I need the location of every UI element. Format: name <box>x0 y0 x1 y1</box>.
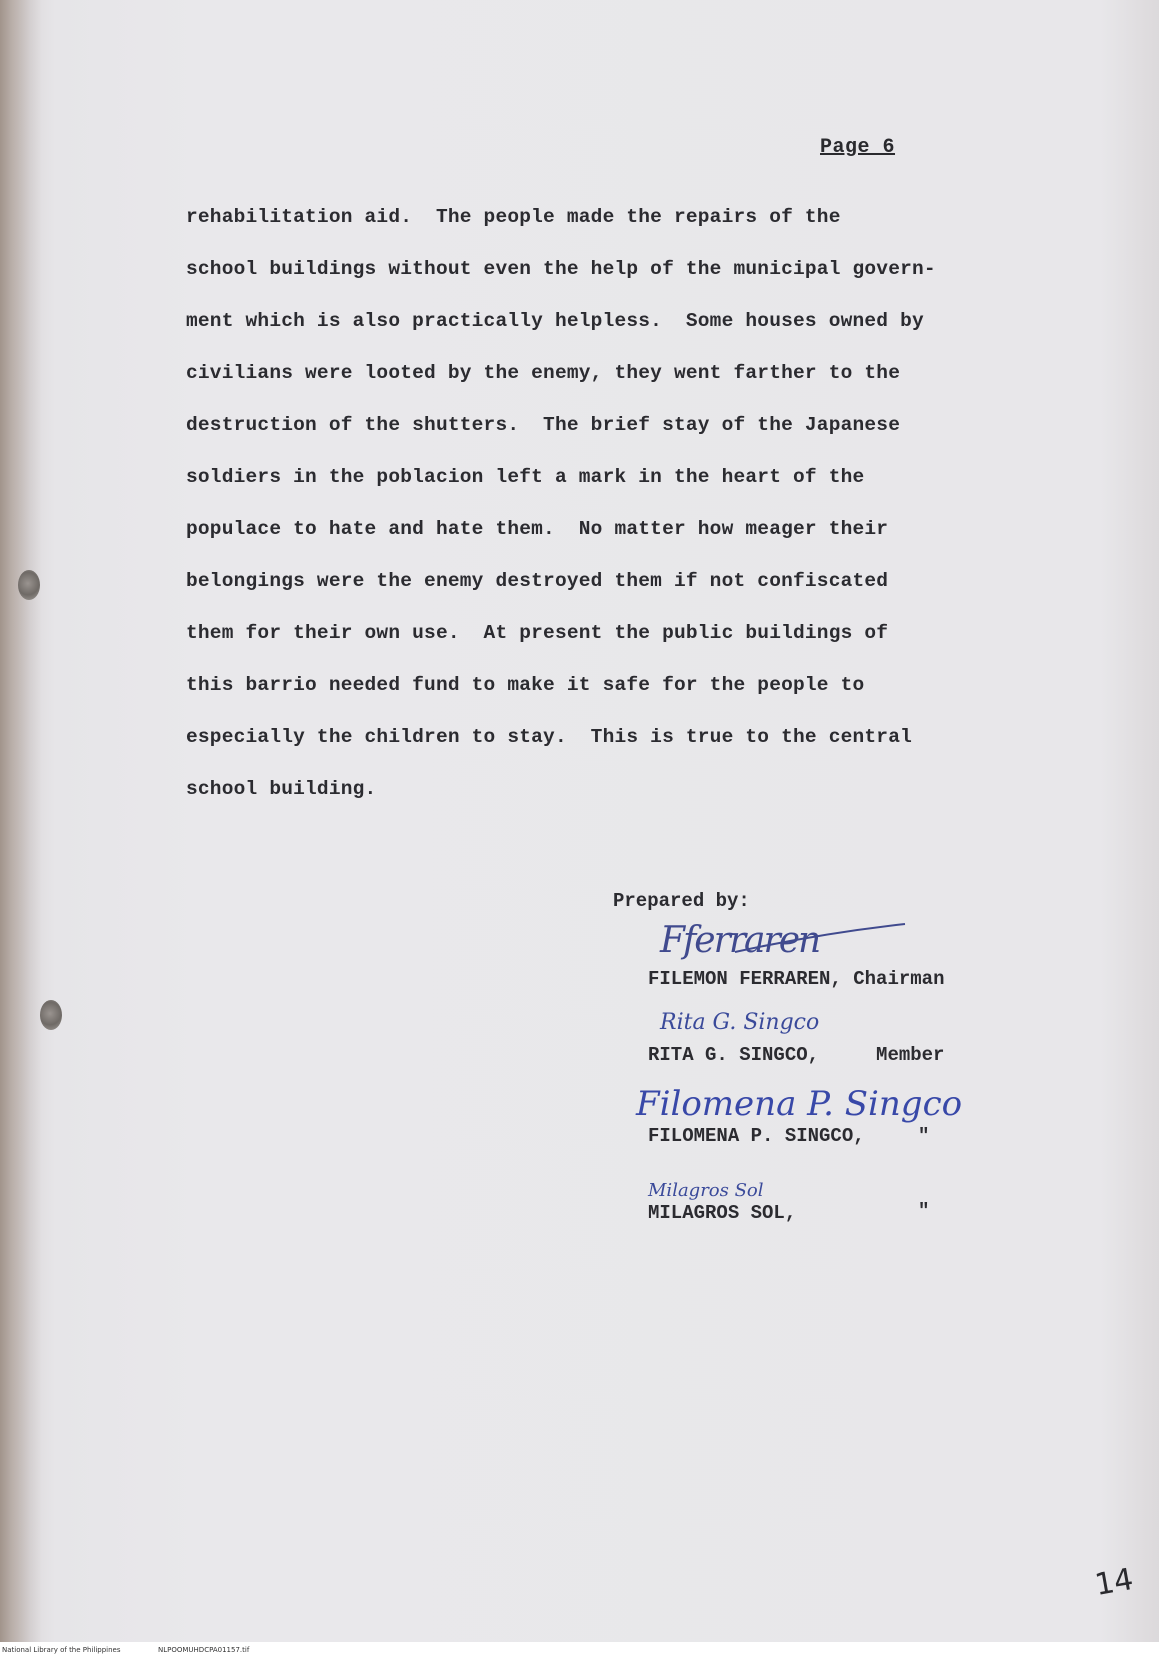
binding-hole <box>40 1000 62 1030</box>
signatory-4 <box>648 1202 796 1224</box>
prepared-by-label: Prepared by: <box>613 890 750 912</box>
signatory-role: " <box>918 1200 930 1222</box>
body-line: school building. <box>186 778 377 800</box>
signatory-role: Chairman <box>853 968 945 990</box>
signatory-role: " <box>918 1125 930 1147</box>
signatory-role: Member <box>876 1044 945 1066</box>
body-line: belongings were the enemy destroyed them if not confiscated <box>186 570 889 592</box>
body-line: this barrio needed fund to make it safe for the people to <box>186 674 865 696</box>
signature-milagros-sol: Milagros Sol <box>648 1180 764 1201</box>
signatory-name: FILEMON FERRAREN, <box>648 968 842 990</box>
body-line: destruction of the shutters. The brief stay of the Japanese <box>186 414 901 436</box>
body-line: populace to hate and hate them. No matter how meager their <box>186 518 889 540</box>
body-line: soldiers in the poblacion left a mark in the heart of the <box>186 466 865 488</box>
signatory-name: RITA G. SINGCO, <box>648 1044 820 1066</box>
body-text <box>186 206 936 830</box>
body-line: them for their own use. At present the public buildings of <box>186 622 889 644</box>
footer-source: National Library of the Philippines <box>2 1646 121 1654</box>
signatory-name: MILAGROS SOL, <box>648 1202 797 1224</box>
body-line: ment which is also practically helpless. Some houses owned by <box>186 310 924 332</box>
footer-filename: NLPOOMUHDCPA01157.tif <box>158 1646 250 1654</box>
signature-rita-singco: Rita G. Singco <box>660 1010 820 1035</box>
signature-flourish <box>730 920 910 960</box>
signatory-3 <box>648 1125 865 1147</box>
scan-footer <box>0 1642 1159 1658</box>
signature-filemon-ferraren: Fferraren <box>660 920 820 961</box>
signature-filomena-singco: Filomena P. Singco <box>636 1084 963 1124</box>
body-line: civilians were looted by the enemy, they went farther to the <box>186 362 901 384</box>
page-number: Page 6 <box>820 136 896 159</box>
body-line: rehabilitation aid. The people made the repairs of the <box>186 206 841 228</box>
signatory-name: FILOMENA P. SINGCO, <box>648 1125 865 1147</box>
signatory-2 <box>648 1044 944 1066</box>
body-line: especially the children to stay. This is true to the central <box>186 726 913 748</box>
binding-edge-shadow <box>0 0 42 1642</box>
signatory-1 <box>648 968 944 990</box>
body-line: school buildings without even the help of the municipal govern- <box>186 258 936 280</box>
binding-hole <box>18 570 40 600</box>
handwritten-page-mark: 14 <box>1092 1561 1136 1604</box>
